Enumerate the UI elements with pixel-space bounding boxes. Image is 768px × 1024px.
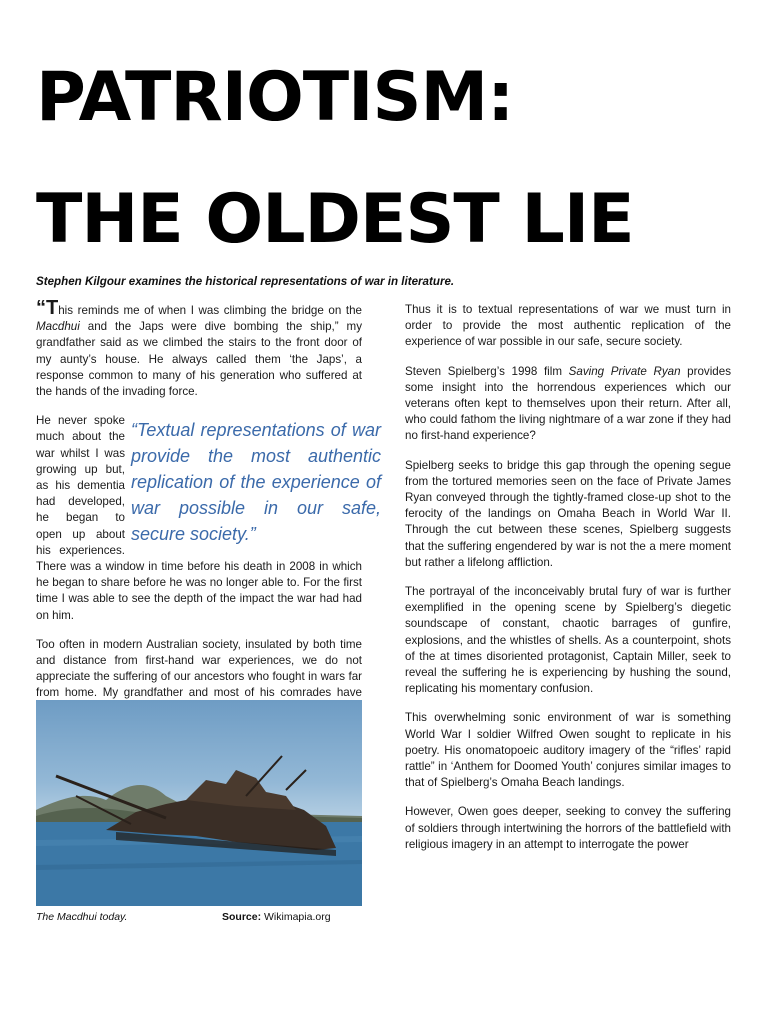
right-paragraph-2-text-a: Steven Spielberg’s 1998 film — [405, 364, 569, 378]
right-paragraph-3: Spielberg seeks to bridge this gap through the opening segue from the tortured memories seen on the face of Private James Ryan conveyed through the tightly-framed close-up shot to the ferocity of the landings on Omaha Beach in World War II. Through the cut between these scenes, Spielberg suggests that the suffering engendered by war is not the a mere moment but rather a lifelong affliction. — [405, 458, 731, 569]
pull-quote: “Textual representations of war provide the most authentic replication of the experience of war possible in our safe, secure society.” — [131, 420, 381, 545]
photo-source-label: Source: — [222, 911, 262, 923]
left-paragraph-1-text-a: his reminds me of when I was climbing the bridge on the — [58, 304, 362, 317]
shipwreck-photo — [36, 700, 362, 906]
left-paragraph-1 — [36, 297, 362, 400]
right-paragraph-4: The portrayal of the inconceivably brutal fury of war is further exemplified in the opening scene by Spielberg’s diegetic soundscape of constant, chaotic barrages of gunfire, explosions, and the whistles of shells. As a counterpoint, shots of the at times disoriented protagonist, Captain Miller, seek to reveal the suffering he is experiencing by hushing the sound, replicating his momentary confusion. — [405, 585, 731, 696]
right-column — [405, 302, 731, 866]
left-paragraph-2: He never spoke much about the war whilst I was growing up but, as his dementia had developed, he began to open up about his experiences. There was a window in time before his death in 2008 in which he began to share before he was no longer able to. For the first time I was able to see the depth of the impact the war had had on him. — [36, 414, 362, 622]
right-paragraph-6: However, Owen goes deeper, seeking to convey the suffering of soldiers through intertwining the horrors of the battlefield with religious imagery in an attempt to interrogate the power — [405, 805, 731, 851]
headline-line-1: PATRIOTISM: — [36, 58, 514, 137]
photo-caption: The Macdhui today. — [36, 911, 128, 923]
standfirst: Stephen Kilgour examines the historical representations of war in literature. — [36, 275, 455, 288]
right-paragraph-1: Thus it is to textual representations of war we must turn in order to provide the most authentic replication of the experience of war possible in our safe, secure society. — [405, 303, 731, 349]
right-paragraph-2 — [405, 364, 731, 445]
ship-name: Macdhui — [36, 320, 80, 334]
left-paragraph-3: Too often in modern Australian society, insulated by both time and distance from first-hand war experiences, we do not appreciate the suffering of our ancestors who fought in wars far from home. My grandfather and most of his comrades have — [36, 637, 362, 700]
right-paragraph-2-text-b: provides some insight into the horrendous experiences which our veterans often kept to themselves upon their return. After all, who could fathom the living nightmare of a war zone if they had no first-hand experience? — [405, 364, 731, 443]
photo-source — [222, 911, 331, 923]
right-paragraph-5: This overwhelming sonic environment of war is something World War I soldier Wilfred Owen sought to replicate in his poetry. His onomatopoeic auditory imagery of the “rifles’ rapid rattle” in ‘Anthem for Doomed Youth’ conjures similar images to that of Spielberg’s Omaha Beach landings. — [405, 711, 731, 790]
drop-quote: “T — [36, 297, 59, 319]
left-paragraph-1-text-b: and the Japs were dive bombing the ship,” my grandfather said as we climbed the stairs to the front door of my aunty’s house. He always called them ‘the Japs’, a response common to many of his generation who suffered at the hands of the invading force. — [36, 320, 362, 399]
left-column — [36, 297, 381, 747]
headline-line-2: THE OLDEST LIE — [36, 180, 634, 259]
photo-source-value: Wikimapia.org — [264, 911, 331, 923]
film-title: Saving Private Ryan — [568, 364, 681, 378]
